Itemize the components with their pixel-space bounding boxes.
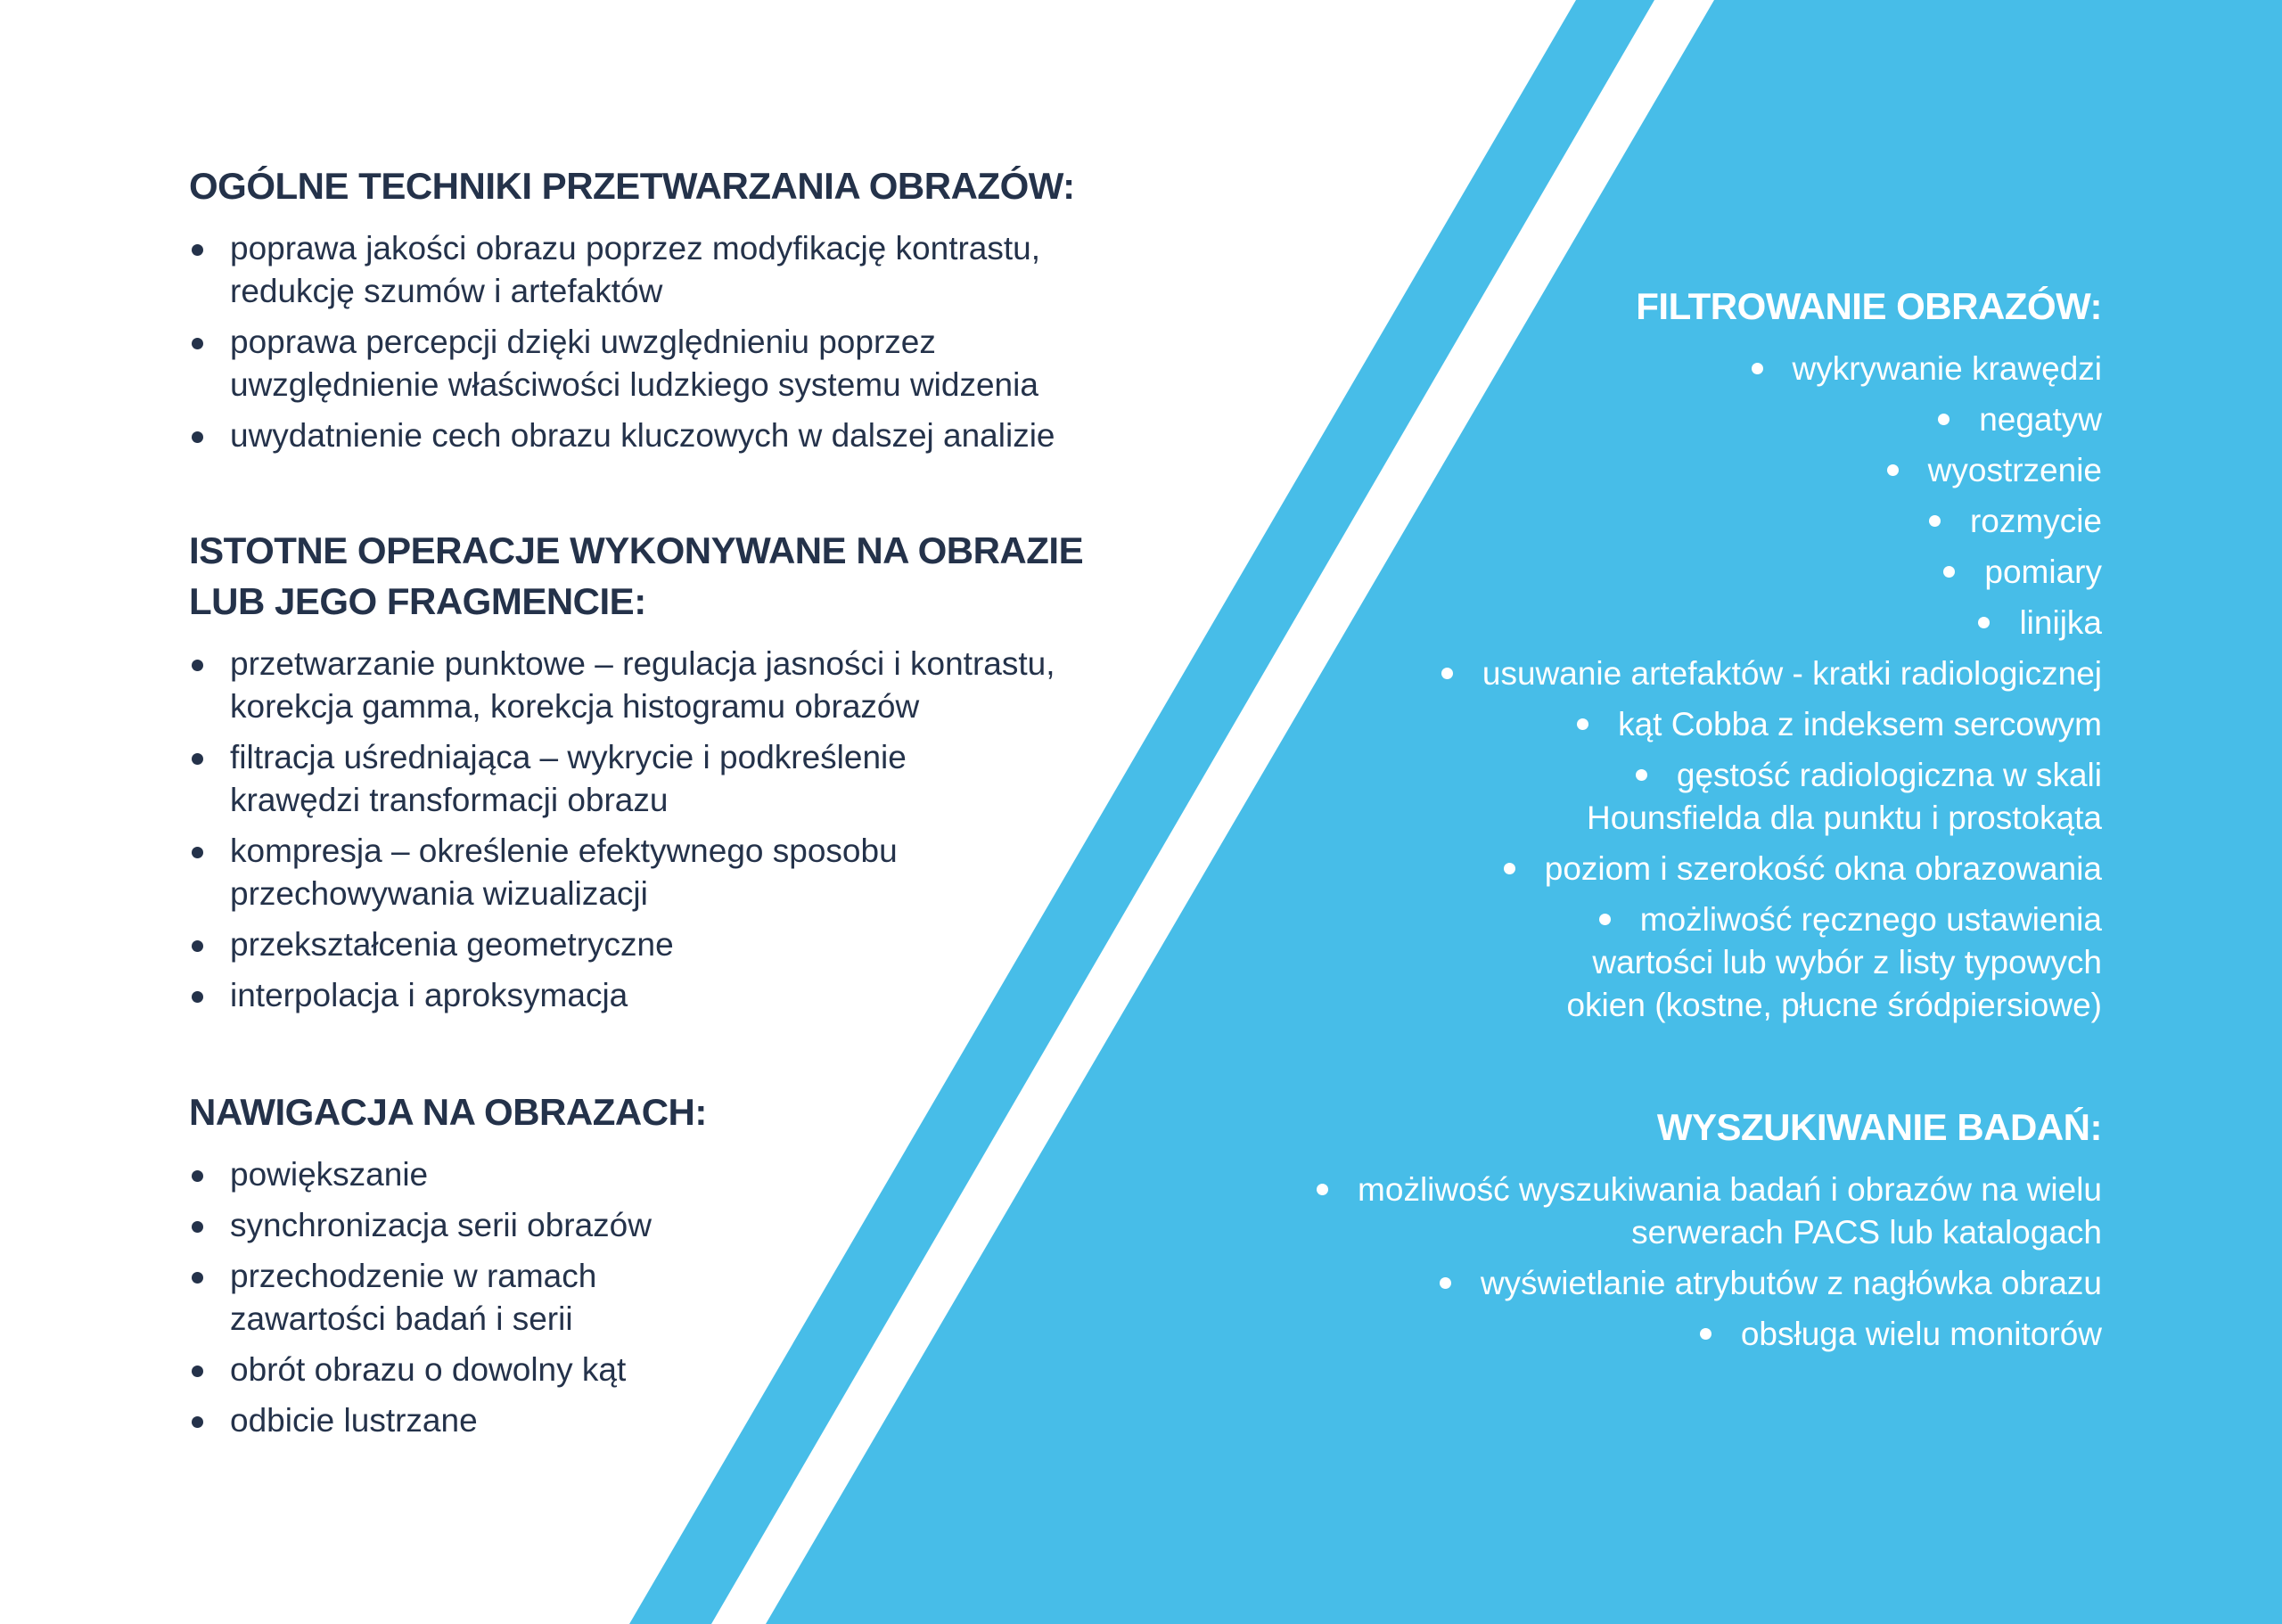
list-item-text: filtracja uśredniająca – wykrycie i podkreślenie krawędzi transformacji obrazu [230,739,907,818]
list-item [189,1255,1170,1341]
list-item-text: powiększanie [230,1156,429,1193]
list-item-text: poprawa jakości obrazu poprzez modyfikację kontrastu, redukcję szumów i artefaktów [230,230,1041,309]
list-item-text: gęstość radiologiczna w skali Hounsfielda dla punktu i prostokąta [1587,757,2102,836]
bullet-icon [192,1416,203,1428]
bullet-list [189,1153,1170,1442]
list-item [1211,1313,2102,1356]
list-item-text: kompresja – określenie efektywnego sposobu przechowywania wizualizacji [230,833,898,912]
bullet-list [1211,348,2102,1027]
right-column [1211,281,2102,1364]
list-item-text: obrót obrazu o dowolny kąt [230,1351,627,1388]
bullet-icon [192,1170,203,1182]
bullet-icon [1577,718,1588,730]
list-item [189,1153,1170,1196]
list-item-text: możliwość ręcznego ustawienia wartości lub wybór z listy typowych okien (kostne, płucne śródpiersiowe) [1566,901,2102,1023]
list-item [1211,652,2102,695]
bullet-icon [1504,863,1515,874]
list-item-text: poprawa percepcji dzięki uwzględnieniu poprzez uwzględnienie właściwości ludzkiego systemu widzenia [230,324,1038,403]
section-heading: NAWIGACJA NA OBRAZACH: [189,1091,707,1133]
list-item-text: poziom i szerokość okna obrazowania [1544,850,2102,887]
bullet-icon [192,1366,203,1377]
list-item [1211,703,2102,746]
section-heading: WYSZUKIWANIE BADAŃ: [1656,1106,2102,1148]
bullet-icon [192,244,203,256]
section-navigation [189,1087,1170,1442]
list-item-text: wykrywanie krawędzi [1792,350,2102,387]
bullet-icon [1440,1277,1451,1289]
bullet-icon [1752,363,1763,374]
list-item-text: rozmycie [1969,503,2102,539]
section-study-search [1211,1102,2102,1356]
section-heading: FILTROWANIE OBRAZÓW: [1636,285,2102,327]
bullet-icon [192,940,203,952]
list-item [189,1399,1170,1442]
list-item [1211,398,2102,441]
bullet-icon [192,660,203,671]
list-item [189,923,1170,966]
list-item [1211,348,2102,390]
list-item [1211,1262,2102,1305]
bullet-icon [192,1221,203,1233]
section-operations [189,525,1170,1017]
list-item-text: kąt Cobba z indeksem sercowym [1618,706,2102,742]
list-item [1211,754,2102,840]
list-item [1211,898,2102,1027]
list-item-text: możliwość wyszukiwania badań i obrazów na wielu serwerach PACS lub katalogach [1358,1171,2102,1251]
bullet-icon [1441,668,1453,679]
bullet-icon [192,338,203,349]
list-item-text: wyostrzenie [1927,452,2102,488]
left-column [189,160,1170,1450]
list-item [189,321,1170,406]
list-item [189,830,1170,915]
list-item-text: obsługa wielu monitorów [1740,1316,2102,1352]
bullet-icon [1636,769,1647,781]
list-item [189,643,1170,728]
list-item [189,227,1170,313]
list-item-text: odbicie lustrzane [230,1402,478,1439]
list-item [1211,500,2102,543]
section-general-techniques [189,160,1170,457]
list-item-text: interpolacja i aproksymacja [230,977,628,1013]
list-item-text: synchronizacja serii obrazów [230,1207,652,1243]
list-item [1211,551,2102,594]
bullet-icon [1943,566,1955,578]
list-item-text: uwydatnienie cech obrazu kluczowych w dalszej analizie [230,417,1055,454]
list-item [189,1349,1170,1391]
bullet-icon [1599,914,1611,925]
section-heading: ISTOTNE OPERACJE WYKONYWANE NA OBRAZIE LUB JEGO FRAGMENCIE: [189,529,1084,622]
list-item-text: przetwarzanie punktowe – regulacja jasności i kontrastu, korekcja gamma, korekcja histogramu obrazów [230,645,1055,725]
bullet-icon [1938,414,1950,425]
list-item [1211,1169,2102,1254]
bullet-icon [192,847,203,858]
bullet-list [189,227,1170,457]
bullet-icon [1887,464,1899,476]
section-heading: OGÓLNE TECHNIKI PRZETWARZANIA OBRAZÓW: [189,165,1075,207]
list-item-text: wyświetlanie atrybutów z nagłówka obrazu [1480,1265,2102,1301]
list-item [1211,848,2102,890]
list-item-text: linijka [2019,604,2102,641]
bullet-list [1211,1169,2102,1356]
list-item [1211,602,2102,644]
list-item-text: negatyw [1979,401,2102,438]
list-item [189,974,1170,1017]
list-item-text: usuwanie artefaktów - kratki radiologicznej [1482,655,2102,692]
list-item [1211,449,2102,492]
bullet-list [189,643,1170,1017]
section-image-filtering [1211,281,2102,1027]
bullet-icon [1978,617,1990,628]
list-item [189,414,1170,457]
list-item-text: przekształcenia geometryczne [230,926,674,963]
bullet-icon [1700,1328,1712,1340]
list-item [189,1204,1170,1247]
bullet-icon [1929,515,1941,527]
bullet-icon [1317,1184,1328,1195]
list-item [189,736,1170,822]
bullet-icon [192,431,203,443]
list-item-text: przechodzenie w ramach zawartości badań i serii [230,1258,597,1337]
bullet-icon [192,753,203,765]
bullet-icon [192,1272,203,1284]
bullet-icon [192,991,203,1003]
list-item-text: pomiary [1984,554,2102,590]
